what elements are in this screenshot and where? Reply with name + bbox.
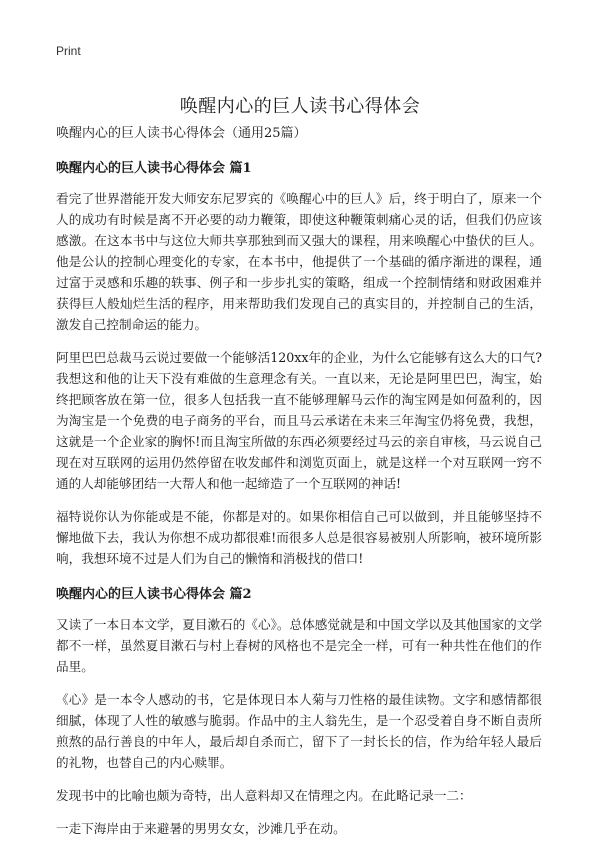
paragraph: 又读了一本日本文学，夏目漱石的《心》。总体感觉就是和中国文学以及其他国家的文学都不一样，虽然夏目漱石与村上春树的风格也不是完全一样，可有一种共性在他们的作品里。 [56, 617, 542, 674]
section-heading: 唤醒内心的巨人读书心得体会 篇2 [56, 587, 252, 602]
document-subtitle: 唤醒内心的巨人读书心得体会（通用25篇） [56, 126, 307, 141]
section-heading: 唤醒内心的巨人读书心得体会 篇1 [56, 161, 252, 176]
paragraph: 《心》是一本令人感动的书，它是体现日本人菊与刀性格的最佳读物。文字和感情都很细腻，体现了人性的敏感与脆弱。作品中的主人翁先生，是一个忍受着自身不断自责所煎熬的品行善良的中年人，最后却自杀而亡，留下了一封长长的信，作为给年轻人最后的礼物，也替自己的内心赎罪。 [56, 692, 542, 770]
section-2 [56, 583, 542, 839]
print-link[interactable]: Print [56, 44, 81, 58]
paragraph: 看完了世界潜能开发大师安东尼罗宾的《唤醒心中的巨人》后，终于明白了，原来一个人的成功有时候是离不开必要的动力鞭策，即使这种鞭策刺痛心灵的话，但我们仍应该感激。在这本书中与这位大师共享那独到而又强大的课程，用来唤醒心中蛰伏的巨人。他是公认的控制心理变化的专家，在本书中，他提供了一个基础的循序渐进的课程，通过富于灵感和乐趣的轶事、例子和一步步扎实的策略，组成一个控制情绪和财政困难并获得巨人般灿烂生活的程序，用来帮助我们发现自己的真实目的，并控制自己的生活，激发自己控制命运的能力。 [56, 191, 542, 332]
paragraph: 一走下海岸由于来避暑的男男女女，沙滩几乎在动。 [56, 821, 346, 836]
document-body [56, 122, 542, 851]
paragraph: 福特说你认为你能或是不能，你都是对的。如果你相信自己可以做到，并且能够坚持不懈地做下去，我认为你想不成功都很难!而很多人总是很容易被别人所影响，被环境所影响，我想环境不过是人们为自己的懒惰和消极找的借口! [56, 509, 542, 566]
paragraph: 发现书中的比喻也颇为奇特，出人意料却又在情理之内。在此略记录一二： [56, 788, 472, 803]
section-1 [56, 157, 542, 569]
paragraph: 阿里巴巴总裁马云说过要做一个能够活120xx年的企业，为什么它能够有这么大的口气?我想这和他的让天下没有难做的生意理念有关。一直以来，无论是阿里巴巴，淘宝，始终把顾客放在第一位，很多人包括我一直不能够理解马云作的淘宝网是如何盈利的，因为淘宝是一个免费的电子商务的平台，而且马云承诺在未来三年淘宝仍将免费，我想，这就是一个企业家的胸怀!而且淘宝所做的东西必须要经过马云的亲自审核，马云说自己现在对互联网的运用仍然停留在收发邮件和浏览页面上，就是这样一个对互联网一窍不通的人却能够团结一大帮人和他一起缔造了一个互联网的神话! [56, 350, 542, 491]
document-title: 唤醒内心的巨人读书心得体会 [179, 96, 421, 118]
